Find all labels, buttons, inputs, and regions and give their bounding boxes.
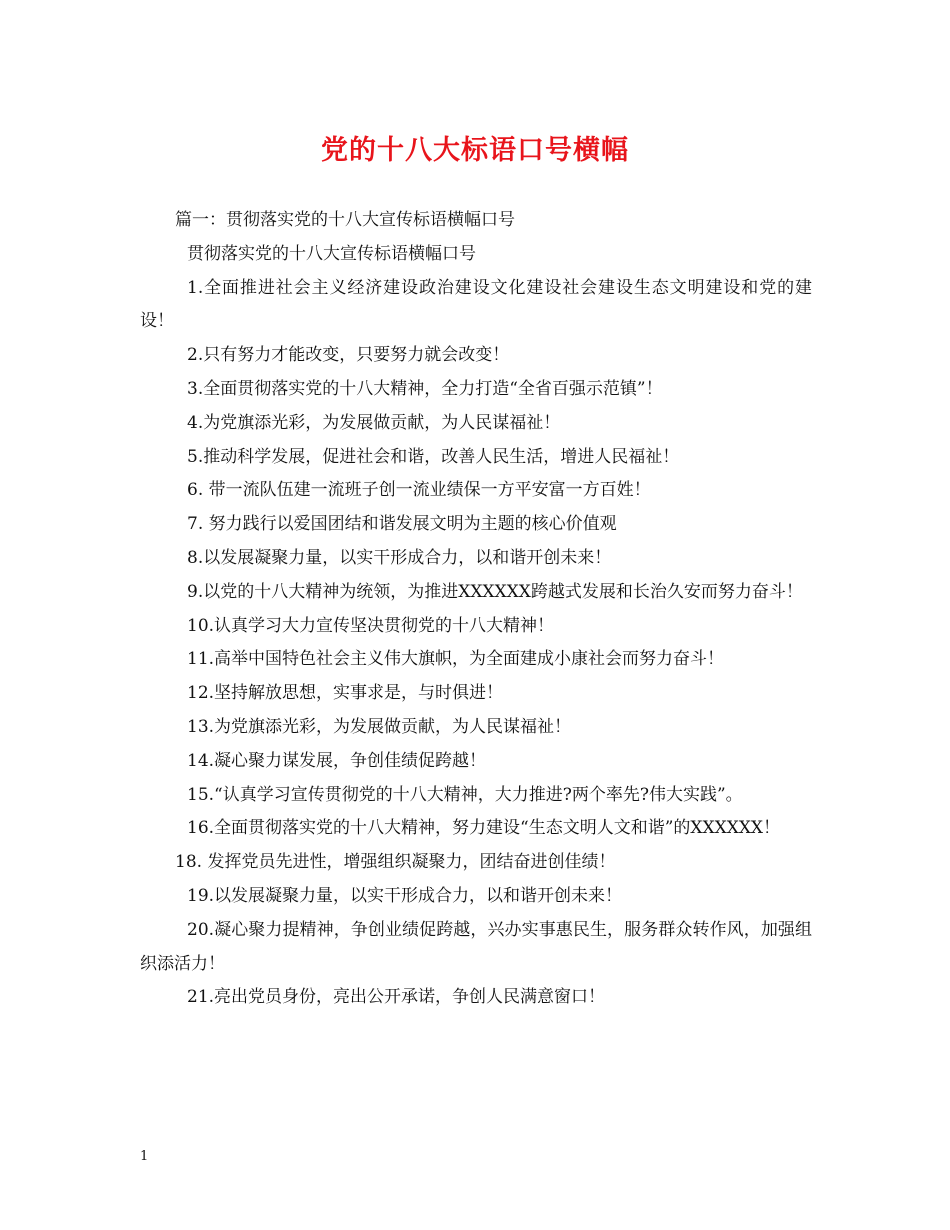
page-number: 1 bbox=[140, 1149, 149, 1164]
slogan-item-5: 5.推动科学发展，促进社会和谐，改善人民生活，增进人民福祉！ bbox=[187, 446, 680, 467]
slogan-item-4: 4.为党旗添光彩，为发展做贡献，为人民谋福祉！ bbox=[187, 412, 561, 433]
slogan-item-16: 16.全面贯彻落实党的十八大精神，努力建设“生态文明人文和谐”的XXXXXX！ bbox=[187, 818, 781, 839]
slogan-item-7: 7. 努力践行以爱国团结和谐发展文明为主题的核心价值观 bbox=[187, 514, 617, 535]
slogan-item-19: 19.以发展凝聚力量，以实干形成合力，以和谐开创未来！ bbox=[187, 885, 623, 906]
slogan-item-12: 12.坚持解放思想，实事求是，与时俱进！ bbox=[187, 683, 504, 704]
document-title: 党的十八大标语口号横幅 bbox=[321, 135, 629, 166]
slogan-item-15: 15.“认真学习宣传贯彻党的十八大精神，大力推进?两个率先?伟大实践”。 bbox=[187, 784, 743, 805]
slogan-item-11: 11.高举中国特色社会主义伟大旗帜，为全面建成小康社会而努力奋斗！ bbox=[187, 649, 725, 670]
slogan-item-6: 6. 带一流队伍建一流班子创一流业绩保一方平安富一方百姓！ bbox=[187, 480, 651, 501]
slogan-item-20: 20.凝心聚力提精神，争创业绩促跨越，兴办实事惠民生，服务群众转作风，加强组织添活力！ bbox=[140, 919, 812, 974]
slogan-item-21: 21.亮出党员身份，亮出公开承诺，争创人民满意窗口！ bbox=[187, 987, 606, 1008]
slogan-item-2: 2.只有努力才能改变，只要努力就会改变！ bbox=[187, 345, 510, 366]
slogan-item-10: 10.认真学习大力宣传坚决贯彻党的十八大精神！ bbox=[187, 615, 555, 636]
slogan-item-18: 18. 发挥党员先进性，增强组织凝聚力，团结奋进创佳绩！ bbox=[175, 852, 616, 873]
slogan-item-3: 3.全面贯彻落实党的十八大精神，全力打造“全省百强示范镇”！ bbox=[187, 378, 663, 399]
document-body bbox=[140, 204, 812, 1015]
section-heading: 篇一：贯彻落实党的十八大宣传标语横幅口号 bbox=[175, 210, 515, 230]
slogan-item-9: 9.以党的十八大精神为统领，为推进XXXXXX跨越式发展和长治久安而努力奋斗！ bbox=[187, 581, 803, 602]
slogan-item-13: 13.为党旗添光彩，为发展做贡献，为人民谋福祉！ bbox=[187, 716, 572, 737]
slogan-item-1: 1.全面推进社会主义经济建设政治建设文化建设社会建设生态文明建设和党的建设！ bbox=[140, 277, 812, 332]
slogan-item-8: 8.以发展凝聚力量，以实干形成合力，以和谐开创未来！ bbox=[187, 547, 612, 568]
slogan-item-14: 14.凝心聚力谋发展，争创佳绩促跨越！ bbox=[187, 750, 487, 771]
subheading: 贯彻落实党的十八大宣传标语横幅口号 bbox=[187, 243, 476, 264]
